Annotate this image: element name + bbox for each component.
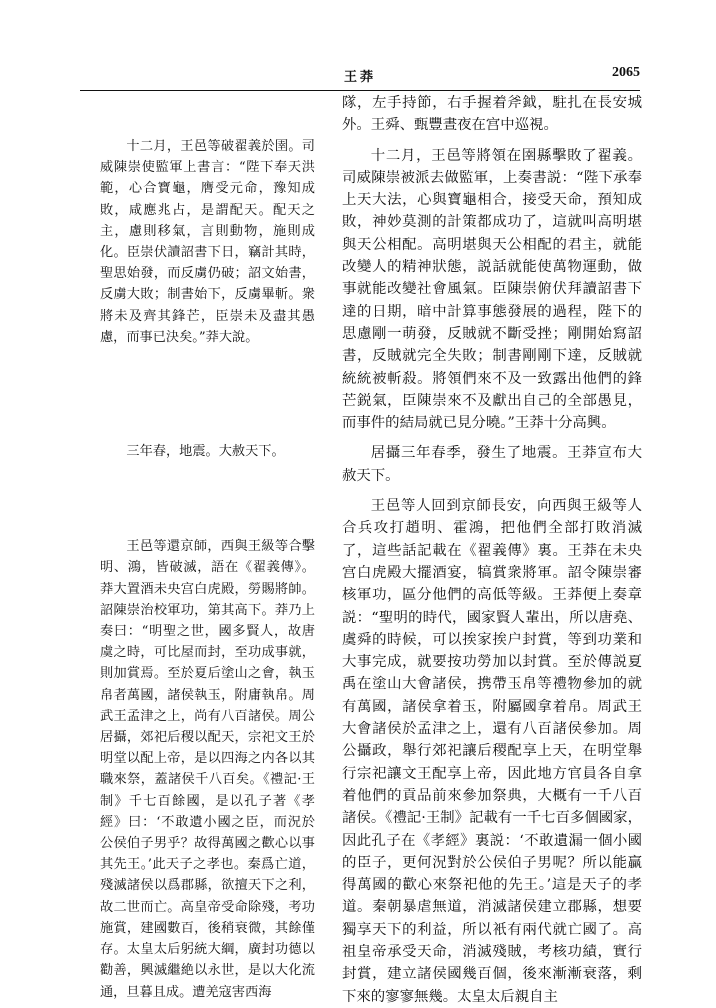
translation-column (342, 92, 642, 1008)
classical-text-column (100, 130, 315, 1003)
header-rule (80, 90, 640, 91)
page-number: 2065 (612, 65, 640, 80)
classical-paragraph-1: 十二月，王邑等破翟義於圉。司威陳崇使監軍上書言：“陛下奉天洪範，心合寶龜，膺受元命，豫知成敗，咸應兆占，是謂配天。配天之主，慮則移氣，言則動物，施則成化。臣崇伏讀詔書下日，竊計其時，聖思始發，而反虜仍破；詔文始書，反虜大敗；制書始下，反虜畢斬。衆將未及齊其鋒芒，臣崇未及盡其愚慮，而事已決矣。”莽大說。 (100, 139, 315, 345)
classical-paragraph-2: 三年春，地震。大赦天下。 (126, 444, 285, 460)
running-title: 王莽 (343, 70, 376, 85)
translation-paragraph-2: 十二月，王邑等將領在圉縣擊敗了翟義。司威陳崇被派去做監軍，上奏書説：“陛下承奉上天大法，心與寶龜相合，接受天命，預知成敗，神妙莫測的計策都成功了，這就叫高明堪與天公相配。高明堪與天公相配的君主，就能改變人的精神狀態，説話就能使萬物運動，做事就能改變社會風氣。臣陳崇俯伏拜讀詔書下達的日期，暗中計算事態發展的過程，陛下的思慮剛一萌發，反賊就不斷受挫；剛開始寫詔書，反賊就完全失敗；制書剛剛下達，反賊就統統被斬殺。將領們來不及一致露出他們的鋒芒鋭氣，臣陳崇來不及獻出自己的全部愚見，而事件的結局就已見分曉。”王莽十分高興。 (342, 147, 642, 432)
classical-paragraph-3: 王邑等還京師，西與王級等合擊明、鴻，皆破滅，語在《翟義傳》。莽大置酒未央宫白虎殿，勞賜將帥。詔陳崇治校軍功，第其高下。莽乃上奏曰：“明聖之世，國多賢人，故唐虞之時，可比屋而封，至功成事就，則加賞焉。至於夏后塗山之會，執玉帛者萬國，諸侯執玉，附庸執帛。周武王孟津之上，尚有八百諸侯。周公居攝，郊祀后稷以配天，宗祀文王於明堂以配上帝，是以四海之内各以其職來祭，蓋諸侯千八百矣。《禮記·王制》千七百餘國，是以孔子著《孝經》曰：‘不敢遺小國之臣，而況於公侯伯子男乎？故得萬國之歡心以事其先王。’此天子之孝也。秦爲亡道，殘滅諸侯以爲郡縣，欲擅天下之利，故二世而亡。高皇帝受命除殘，考功施賞，建國數百，後稍衰微，其餘僅存。太皇太后躬統大綱，廣封功德以勸善，興滅繼絶以永世，是以大化流通，旦暮且成。遭羌寇害西海 (100, 539, 315, 1000)
translation-paragraph-3: 居攝三年春季，發生了地震。王莽宣布大赦天下。 (342, 445, 642, 484)
translation-paragraph-1: 隊，左手持節，右手握着斧鉞，駐扎在長安城外。王舜、甄豐晝夜在宫中巡視。 (342, 95, 642, 134)
page-header (80, 60, 640, 86)
translation-paragraph-4: 王邑等人回到京師長安，向西與王級等人合兵攻打趙明、霍鴻，把他們全部打敗消滅了，這些話記載在《翟義傳》裏。王莽在未央宫白虎殿大擺酒宴，犒賞衆將軍。詔令陳崇審核軍功，區分他們的高低等級。王莽便上奏章説：“聖明的時代，國家賢人輩出，所以唐堯、虞舜的時候，可以挨家挨户封賞，等到功業和大事完成，就要按功勞加以封賞。至於傳説夏禹在塗山大會諸侯，携帶玉帛等禮物參加的就有萬國，諸侯拿着玉，附屬國拿着帛。周武王大會諸侯於孟津之上，還有八百諸侯參加。周公攝政，舉行郊祀讓后稷配享上天，在明堂舉行宗祀讓文王配享上帝，因此地方官員各自拿着他們的貢品前來參加祭典，大概有一千八百諸侯。《禮記·王制》記載有一千七百多個國家，因此孔子在《孝經》裏説：‘不敢遺漏一個小國的臣子，更何況對於公侯伯子男呢？所以能贏得萬國的歡心來祭祀他的先王。’這是天子的孝道。秦朝暴虐無道，消滅諸侯建立郡縣，想要獨享天下的利益，所以衹有兩代就亡國了。高祖皇帝承受天命，消滅殘賊，考核功績，實行封賞，建立諸侯國幾百個，後來漸漸衰落，剩下來的寥寥無幾。太皇太后親自主 (342, 498, 642, 1005)
